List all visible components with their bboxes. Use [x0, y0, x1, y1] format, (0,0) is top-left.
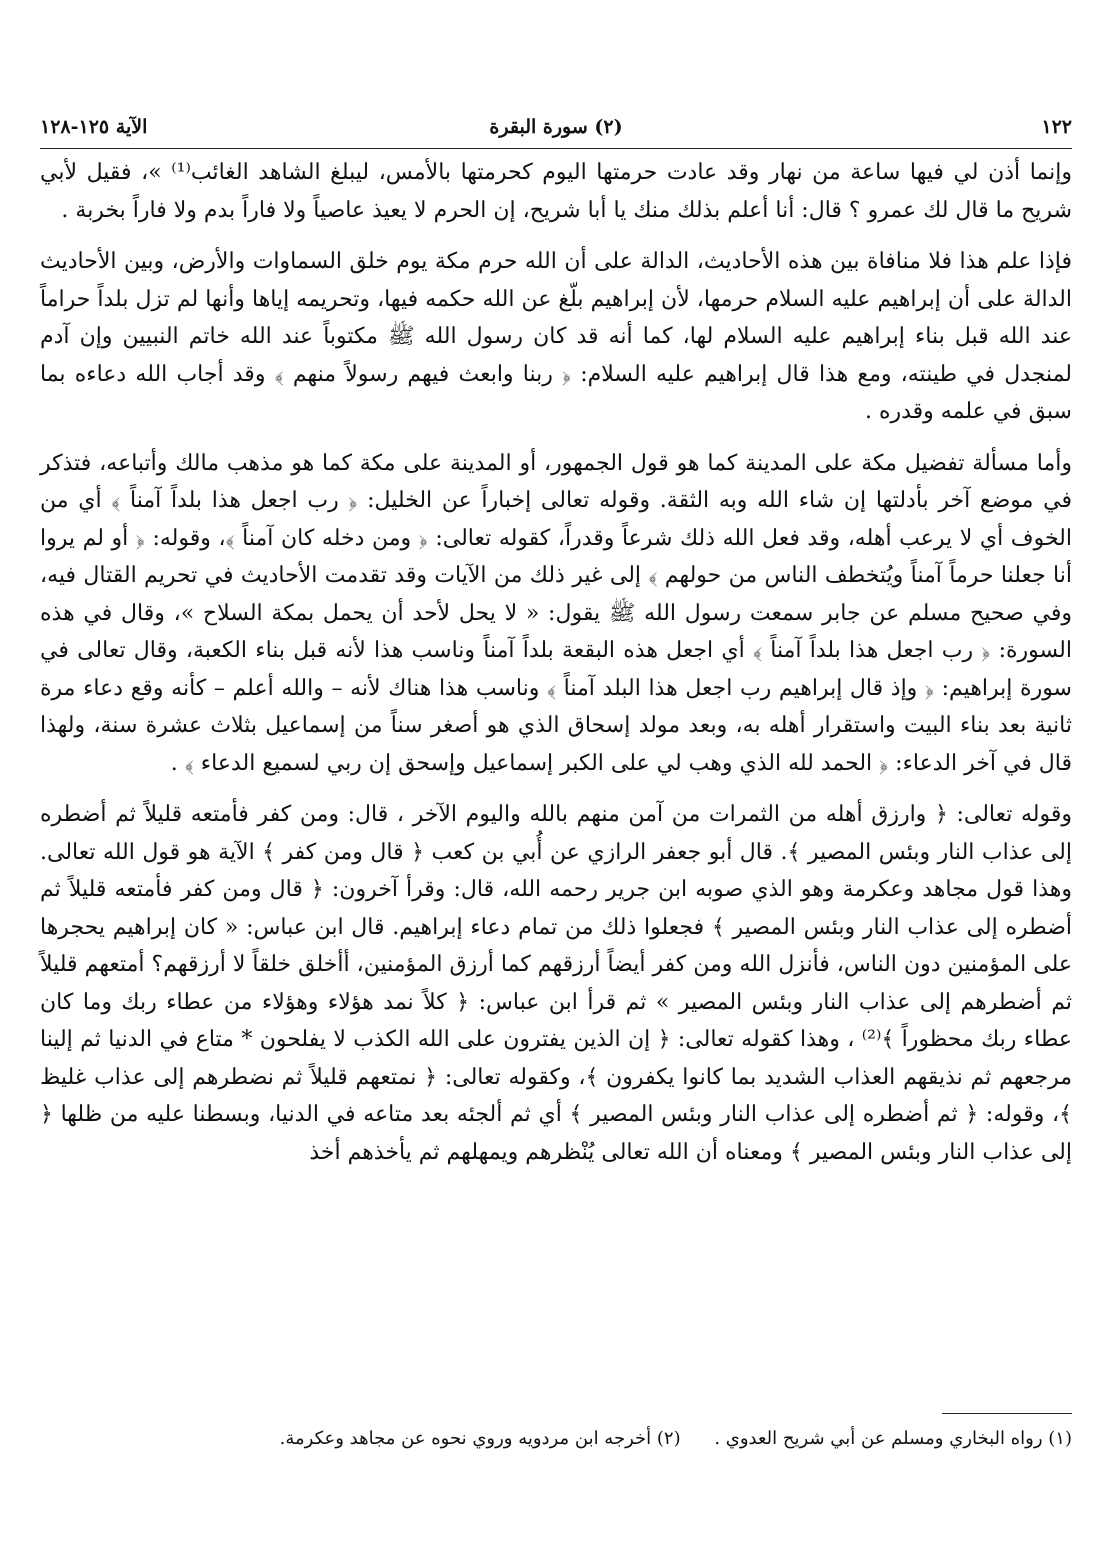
footnote-2: (٢) أخرجه ابن مردويه وروي نحوه عن مجاهد وعكرمة.: [279, 1428, 681, 1449]
paragraph: وإنما أذن لي فيها ساعة من نهار وقد عادت حرمتها اليوم كحرمتها بالأمس، ليبلغ الشاهد الغائب⁽¹⁾ »، فقيل لأبي شريح ما قال لك عمرو ؟ قال: أنا أعلم بذلك منك يا أبا شريح، إن الحرم لا يعيذ عاصياً ولا فاراً بدم ولا فاراً بخربة .: [40, 160, 1072, 223]
footnote-divider: [942, 1413, 1072, 1414]
ayah-range: الآية ١٢٥-١٢٨: [40, 116, 148, 138]
page-number: ١٢٢: [1041, 116, 1072, 138]
paragraph: فإذا علم هذا فلا منافاة بين هذه الأحاديث، الدالة على أن الله حرم مكة يوم خلق السماوات والأرض، وبين الأحاديث الدالة على أن إبراهيم عليه السلام حرمها، لأن إبراهيم بلّغ عن الله حكمه فيها، وتحريمه إياها وأنها لم تزل بلداً حراماً عند الله قبل بناء إبراهيم عليه السلام لها، كما أنه قد كان رسول الله ﷺ مكتوباً عند الله خاتم النبيين وإن آدم لمنجدل في طينته، ومع هذا قال إبراهيم عليه السلام: ﴿ ربنا وابعث فيهم رسولاً منهم ﴾ وقد أجاب الله دعاءه بما سبق في علمه وقدره .: [40, 249, 1072, 424]
main-text: [40, 154, 1072, 1171]
footnotes: [40, 1426, 1072, 1452]
paragraph: وقوله تعالى: ﴿ وارزق أهله من الثمرات من آمن منهم بالله واليوم الآخر ، قال: ومن كفر فأمتعه قليلاً ثم أضطره إلى عذاب النار وبئس المصير ﴾. قال أبو جعفر الرازي عن أُبي بن كعب ﴿ قال ومن كفر ﴾ الآية هو قول الله تعالى. وهذا قول مجاهد وعكرمة وهو الذي صوبه ابن جرير رحمه الله، قال: وقرأ آخرون: ﴿ قال ومن كفر فأمتعه قليلاً ثم أضطره إلى عذاب النار وبئس المصير ﴾ فجعلوا ذلك من تمام دعاء إبراهيم. قال ابن عباس: « كان إبراهيم يحجرها على المؤمنين دون الناس، فأنزل الله ومن كفر أيضاً أرزقهم كما أرزق المؤمنين، أأخلق خلقاً لا أرزقهم؟ أمتعهم قليلاً ثم أضطرهم إلى عذاب النار وبئس المصير » ثم قرأ ابن عباس: ﴿ كلاً نمد هؤلاء وهؤلاء من عطاء ربك وما كان عطاء ربك محظوراً ﴾⁽²⁾ ، وهذا كقوله تعالى: ﴿ إن الذين يفترون على الله الكذب لا يفلحون * متاع في الدنيا ثم إلينا مرجعهم ثم نذيقهم العذاب الشديد بما كانوا يكفرون ﴾، وكقوله تعالى: ﴿ نمتعهم قليلاً ثم نضطرهم إلى عذاب غليظ ﴾، وقوله: ﴿ ثم أضطره إلى عذاب النار وبئس المصير ﴾ أي ثم ألجئه بعد متاعه في الدنيا، وبسطنا عليه من ظلها ﴿ إلى عذاب النار وبئس المصير ﴾ ومعناه أن الله تعالى يُنْظرهم ويمهلهم ثم يأخذهم أخذ: [40, 802, 1073, 1165]
header-divider: [40, 148, 1072, 149]
surah-title: (٢) سورة البقرة: [489, 116, 623, 138]
footnote-1: (١) رواه البخاري ومسلم عن أبي شريح العدوي .: [714, 1428, 1072, 1449]
running-header: [40, 112, 1072, 146]
paragraph: وأما مسألة تفضيل مكة على المدينة كما هو قول الجمهور، أو المدينة على مكة كما هو مذهب مالك وأتباعه، فتذكر في موضع آخر بأدلتها إن شاء الله وبه الثقة. وقوله تعالى إخباراً عن الخليل: ﴿ رب اجعل هذا بلداً آمناً ﴾ أي من الخوف أي لا يرعب أهله، وقد فعل الله ذلك شرعاً وقدراً، كقوله تعالى: ﴿ ومن دخله كان آمناً ﴾، وقوله: ﴿ أو لم يروا أنا جعلنا حرماً آمناً ويُتخطف الناس من حولهم ﴾ إلى غير ذلك من الآيات وقد تقدمت الأحاديث في تحريم القتال فيه، وفي صحيح مسلم عن جابر سمعت رسول الله ﷺ يقول: « لا يحل لأحد أن يحمل بمكة السلاح »، وقال في هذه السورة: ﴿ رب اجعل هذا بلداً آمناً ﴾ أي اجعل هذه البقعة بلداً آمناً وناسب هذا لأنه قبل بناء الكعبة، وقال تعالى في سورة إبراهيم: ﴿ وإذ قال إبراهيم رب اجعل هذا البلد آمناً ﴾ وناسب هذا هناك لأنه – والله أعلم – كأنه وقع دعاء مرة ثانية بعد بناء البيت واستقرار أهله به، وبعد مولد إسحاق الذي هو أصغر سناً من إسماعيل بثلاث عشرة سنة، ولهذا قال في آخر الدعاء: ﴿ الحمد لله الذي وهب لي على الكبر إسماعيل وإسحق إن ربي لسميع الدعاء ﴾ .: [40, 450, 1072, 776]
book-page: [40, 0, 1072, 1549]
